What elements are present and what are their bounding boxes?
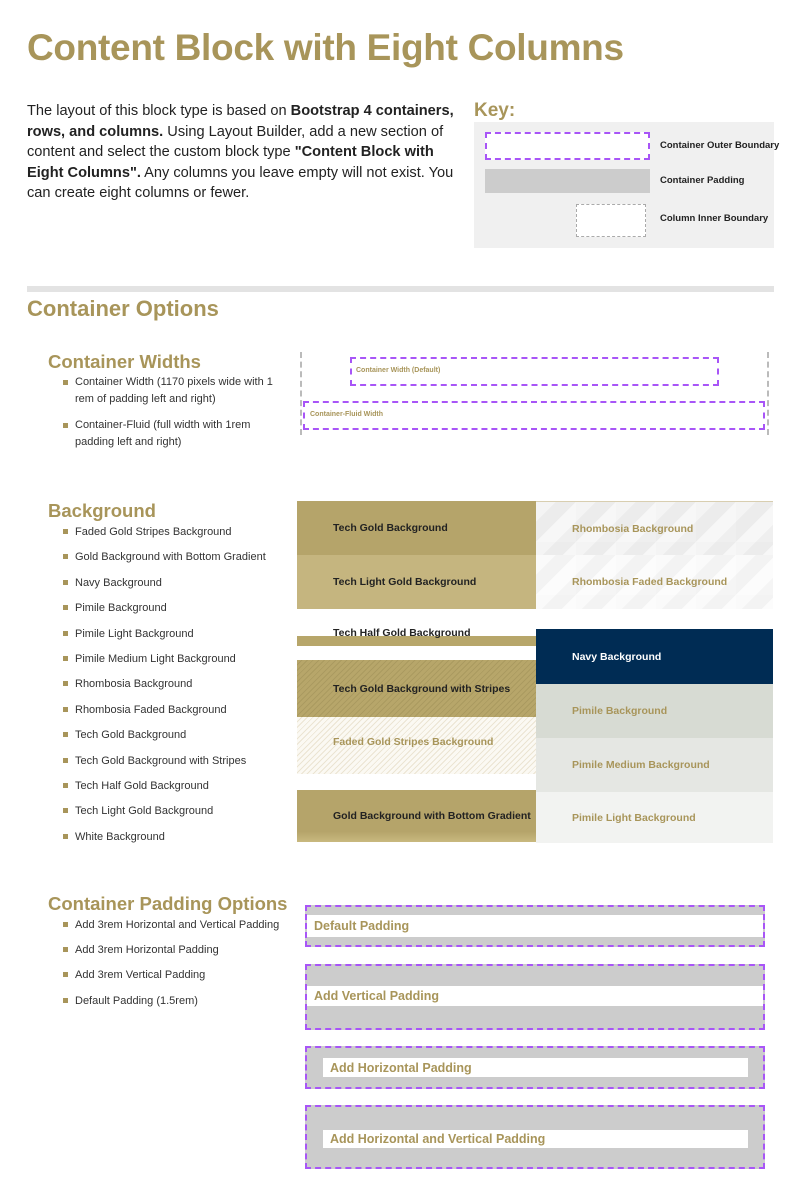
- vertical-padding-inner: [307, 986, 763, 1006]
- intro-paragraph: [27, 101, 457, 204]
- list-item: Rhombosia Background: [48, 677, 293, 702]
- tile-label: Pimile Background: [572, 705, 668, 717]
- tile-label: Rhombosia Faded Background: [572, 576, 728, 588]
- tile-tech-light-gold: [297, 555, 536, 609]
- vertical-padding-box: [305, 964, 765, 1030]
- list-item: Default Padding (1.5rem): [48, 994, 293, 1019]
- list-item: Container-Fluid (full width with 1rem padding left and right): [48, 417, 288, 451]
- list-item: Navy Background: [48, 576, 293, 601]
- tile-pimile-light: [536, 792, 773, 843]
- container-fluid-width-box: [303, 401, 765, 430]
- list-item: Rhombosia Faded Background: [48, 703, 293, 728]
- tile-navy: [536, 629, 773, 684]
- list-item: Tech Gold Background with Stripes: [48, 754, 293, 779]
- viewport-left-edge: [300, 352, 302, 435]
- intro-text-3: Any columns you leave empty will not exist. You can create eight columns or fewer.: [27, 164, 454, 201]
- key-padding-swatch: [485, 169, 650, 193]
- list-item: Pimile Background: [48, 601, 293, 626]
- list-item: Add 3rem Horizontal Padding: [48, 943, 293, 968]
- tile-faded-gold-stripes: [297, 717, 536, 774]
- container-widths-list: [48, 374, 288, 460]
- default-padding-label: Default Padding: [314, 919, 410, 933]
- tile-rhombosia: [536, 501, 773, 555]
- horizontal-vertical-padding-inner: [323, 1130, 748, 1148]
- key-padding-label: Container Padding: [660, 175, 745, 186]
- tile-tech-half-gold: [297, 622, 536, 646]
- tile-label: Tech Half Gold Background: [333, 627, 471, 639]
- intro-bold-1: Bootstrap 4 containers, rows, and columns.: [27, 103, 454, 140]
- key-inner-boundary-label: Column Inner Boundary: [660, 213, 769, 224]
- tile-tech-gold-stripes: [297, 660, 536, 717]
- page-title: Content Block with Eight Columns: [27, 27, 624, 68]
- tile-gold-gradient: [297, 790, 536, 842]
- tile-pimile-medium: [536, 738, 773, 792]
- tile-label: Tech Light Gold Background: [333, 576, 477, 588]
- default-padding-box: [305, 905, 765, 947]
- key-title: Key:: [474, 100, 516, 121]
- list-item: Container Width (1170 pixels wide with 1 rem of padding left and right): [48, 374, 288, 408]
- tile-label: Rhombosia Background: [572, 522, 694, 535]
- key-inner-boundary-swatch: [576, 204, 646, 237]
- horizontal-vertical-padding-label: Add Horizontal and Vertical Padding: [330, 1132, 546, 1146]
- tile-label: Tech Gold Background: [333, 522, 448, 534]
- tile-label: Gold Background with Bottom Gradient: [333, 810, 531, 822]
- container-options-title: Container Options: [27, 296, 219, 321]
- padding-options-title: Container Padding Options: [48, 893, 288, 914]
- list-item: Pimile Medium Light Background: [48, 652, 293, 677]
- tile-rhombosia-faded: [536, 555, 773, 609]
- list-item: Tech Light Gold Background: [48, 804, 293, 829]
- background-list: [48, 525, 293, 855]
- key-outer-boundary-label: Container Outer Boundary: [660, 140, 780, 151]
- list-item: Gold Background with Bottom Gradient: [48, 550, 293, 575]
- list-item: Pimile Light Background: [48, 627, 293, 652]
- list-item: Tech Gold Background: [48, 728, 293, 753]
- key-outer-boundary-swatch: [485, 132, 650, 160]
- container-width-default-box: [350, 357, 719, 386]
- viewport-right-edge: [767, 352, 769, 435]
- default-padding-inner: [307, 915, 763, 937]
- list-item: Tech Half Gold Background: [48, 779, 293, 804]
- intro-text-2: Using Layout Builder, add a new section of content and select the custom block type: [27, 123, 444, 160]
- horizontal-padding-inner: [323, 1058, 748, 1077]
- section-divider: [27, 286, 774, 292]
- container-widths-title: Container Widths: [48, 351, 201, 372]
- container-fluid-width-label: Container-Fluid Width: [310, 411, 384, 418]
- vertical-padding-label: Add Vertical Padding: [314, 989, 440, 1003]
- tile-label: Navy Background: [572, 650, 662, 663]
- padding-options-list: [48, 918, 293, 1019]
- tile-label: Pimile Light Background: [572, 811, 696, 824]
- horizontal-vertical-padding-box: [305, 1105, 765, 1169]
- tile-pimile: [536, 684, 773, 738]
- tile-label: Faded Gold Stripes Background: [333, 736, 494, 748]
- tile-label: Pimile Medium Background: [572, 759, 710, 771]
- list-item: White Background: [48, 830, 293, 855]
- background-title: Background: [48, 500, 156, 521]
- horizontal-padding-label: Add Horizontal Padding: [330, 1060, 472, 1075]
- list-item: Add 3rem Horizontal and Vertical Padding: [48, 918, 293, 943]
- tile-label: Tech Gold Background with Stripes: [333, 682, 511, 695]
- intro-bold-2: "Content Block with Eight Columns".: [27, 144, 434, 181]
- intro-text-1: The layout of this block type is based on: [27, 103, 291, 119]
- list-item: Add 3rem Vertical Padding: [48, 968, 293, 993]
- tile-tech-gold: [297, 501, 536, 555]
- list-item: Faded Gold Stripes Background: [48, 525, 293, 550]
- horizontal-padding-box: [305, 1046, 765, 1089]
- container-width-default-label: Container Width (Default): [356, 367, 441, 374]
